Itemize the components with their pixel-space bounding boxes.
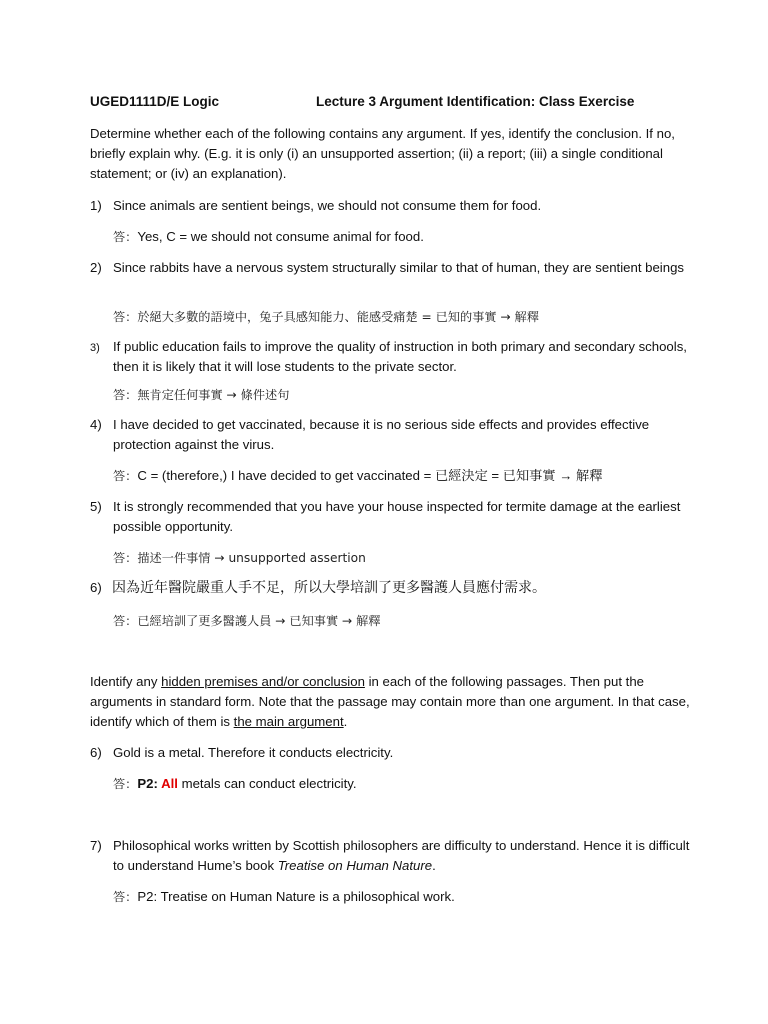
question-4	[90, 415, 690, 455]
answer-text: 已經培訓了更多醫護人員 → 已知事實 → 解釋	[137, 614, 381, 628]
question-text-wrap	[113, 836, 690, 876]
answer-label: 答：	[113, 469, 138, 483]
question-text: It is strongly recommended that you have your house inspected for termite damage at the earliest possible opportunity.	[113, 499, 681, 534]
answer-label: 答：	[113, 890, 138, 904]
answer-gold	[113, 774, 693, 794]
question-number: 6)	[90, 745, 102, 760]
question-number: 2)	[90, 260, 102, 275]
answer-6	[113, 611, 693, 631]
answer-text: 無肯定任何事實 → 條件述句	[137, 388, 290, 402]
question-number: 4)	[90, 417, 102, 432]
question-5	[90, 497, 690, 537]
question-text: Gold is a metal. Therefore it conducts electricity.	[113, 745, 394, 760]
answer-4	[113, 466, 693, 486]
instructions-text: Identify any	[90, 674, 162, 689]
answer-text: 於絕大多數的語境中，兔子具感知能力、能感受痛楚 = 已知的事實 → 解釋	[137, 310, 539, 324]
answer-label: 答：	[113, 230, 138, 244]
answer-text: P2: Treatise on Human Nature is a philosophical work.	[137, 889, 455, 904]
instructions-underline: hidden premises and/or conclusion	[161, 674, 365, 689]
course-title: UGED1111D/E Logic	[90, 94, 220, 109]
instructions-text: .	[343, 714, 348, 729]
question-number: 1)	[90, 198, 102, 213]
book-title: Treatise on Human Nature	[277, 858, 433, 873]
question-2	[90, 258, 690, 278]
question-text: If public education fails to improve the quality of instruction in both primary and secondary schools, then it is likely that it will lose students to the private sector.	[113, 339, 687, 374]
question-number: 6)	[90, 580, 102, 595]
question-text: Since rabbits have a nervous system structurally similar to that of human, they are sentient beings	[113, 260, 685, 275]
answer-3	[113, 385, 693, 405]
premise-label: P2:	[137, 776, 162, 791]
question-text: 因為近年醫院嚴重人手不足，所以大學培訓了更多醫護人員應付需求。	[112, 580, 546, 596]
question-text: I have decided to get vaccinated, because it is no serious side effects and provides effective protection against the virus.	[113, 417, 650, 452]
question-hume	[90, 836, 690, 876]
section1-instructions: Determine whether each of the following contains any argument. If yes, identify the conclusion. If no, briefly explain why. (E.g. it is only (i) an unsupported assertion; (ii) a report; (iii) a single conditional statement; or (iv) an explanation).	[90, 126, 675, 181]
answer-5	[113, 548, 693, 568]
answer-label: 答：	[113, 388, 138, 402]
question-text-end: .	[432, 858, 436, 873]
answer-1	[113, 227, 693, 247]
answer-label: 答：	[113, 551, 138, 565]
section2-instructions	[90, 672, 690, 732]
instructions-text: in each of the following passages. Then put the arguments in standard form. Note that the passage may contain more than one argument. In that case, identify which of them is	[90, 674, 690, 729]
question-number: 5)	[90, 499, 102, 514]
question-number: 7)	[90, 838, 102, 853]
question-3	[90, 337, 690, 377]
highlight-word: All	[161, 776, 178, 791]
answer-label: 答：	[113, 614, 138, 628]
question-6	[90, 578, 690, 598]
answer-2	[113, 307, 693, 327]
answer-label: 答：	[113, 777, 138, 791]
answer-text: metals can conduct electricity.	[177, 776, 357, 791]
answer-text: Yes, C = we should not consume animal for food.	[137, 229, 424, 244]
answer-label: 答：	[113, 310, 138, 324]
question-number: 3)	[90, 342, 100, 354]
lecture-title: Lecture 3 Argument Identification: Class Exercise	[316, 94, 635, 109]
answer-hume	[113, 887, 693, 907]
question-text: Philosophical works written by Scottish philosophers are difficulty to understand. Hence it is difficult to understand Hume’s book	[113, 838, 690, 873]
question-text: Since animals are sentient beings, we should not consume them for food.	[113, 198, 542, 213]
question-1	[90, 196, 690, 216]
question-gold	[90, 743, 690, 763]
instructions-underline: the main argument	[233, 714, 344, 729]
answer-text: C = (therefore,) I have decided to get vaccinated = 已經決定 = 已知事實 → 解釋	[137, 468, 603, 483]
answer-text: 描述一件事情 → unsupported assertion	[137, 551, 366, 565]
